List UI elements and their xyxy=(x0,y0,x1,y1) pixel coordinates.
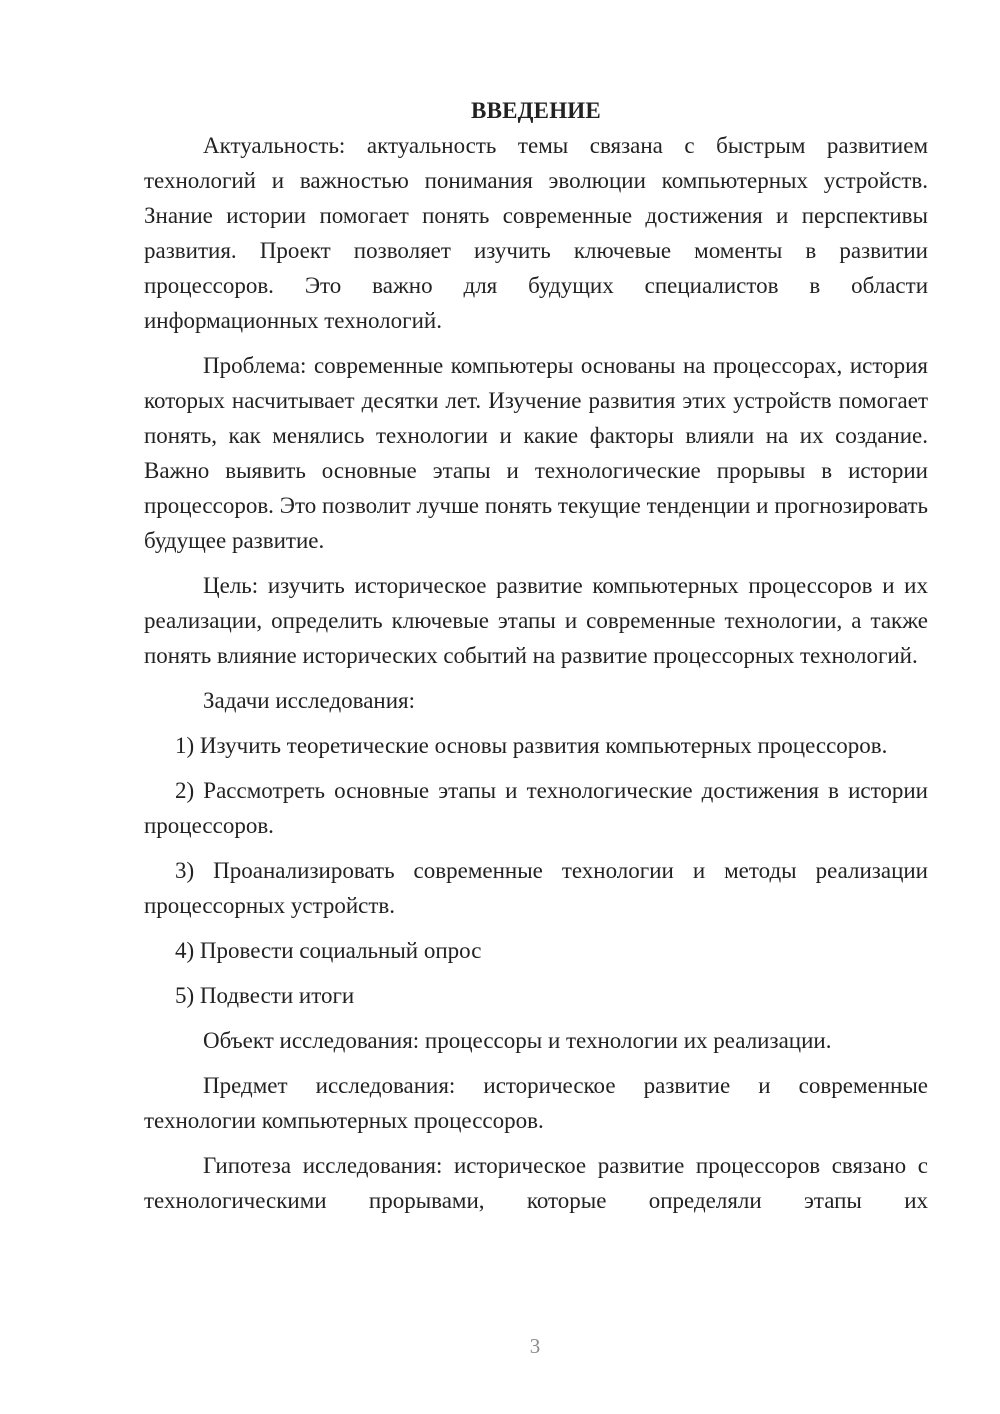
tasks-heading: Задачи исследования: xyxy=(203,688,416,713)
task-item-3: 3) Проанализировать современные технологии и методы реализации процессорных устройств. xyxy=(144,858,928,918)
document-page xyxy=(144,93,928,1218)
task-item-4: 4) Провести социальный опрос xyxy=(175,938,482,963)
problem-paragraph: Проблема: современные компьютеры основаны на процессорах, история которых насчитывает десятки лет. Изучение развития этих устройств помогает понять, как менялись технологии и какие факторы влияли на их создание. Важно выявить основные этапы и технологические прорывы в истории процессоров. Это позволит лучше понять текущие тенденции и прогнозировать будущее развитие. xyxy=(144,353,928,553)
object-paragraph: Объект исследования: процессоры и технологии их реализации. xyxy=(203,1028,832,1053)
subject-paragraph: Предмет исследования: историческое развитие и современные технологии компьютерных процессоров. xyxy=(144,1073,928,1133)
relevance-paragraph: Актуальность: актуальность темы связана с быстрым развитием технологий и важностью понимания эволюции компьютерных устройств. Знание истории помогает понять современные достижения и перспективы развития. Проект позволяет изучить ключевые моменты в развитии процессоров. Это важно для будущих специалистов в области информационных технологий. xyxy=(144,133,928,333)
task-item-2: 2) Рассмотреть основные этапы и технологические достижения в истории процессоров. xyxy=(144,778,928,838)
task-item-5: 5) Подвести итоги xyxy=(175,983,355,1008)
task-item-1: 1) Изучить теоретические основы развития компьютерных процессоров. xyxy=(175,733,888,758)
section-title: ВВЕДЕНИЕ xyxy=(471,98,601,123)
page-number: 3 xyxy=(529,1334,541,1358)
goal-paragraph: Цель: изучить историческое развитие компьютерных процессоров и их реализации, определить ключевые этапы и современные технологии, а также понять влияние исторических событий на развитие процессорных технологий. xyxy=(144,573,928,668)
hypothesis-paragraph: Гипотеза исследования: историческое развитие процессоров связано с технологическими прорывами, которые определяли этапы их xyxy=(144,1153,928,1213)
